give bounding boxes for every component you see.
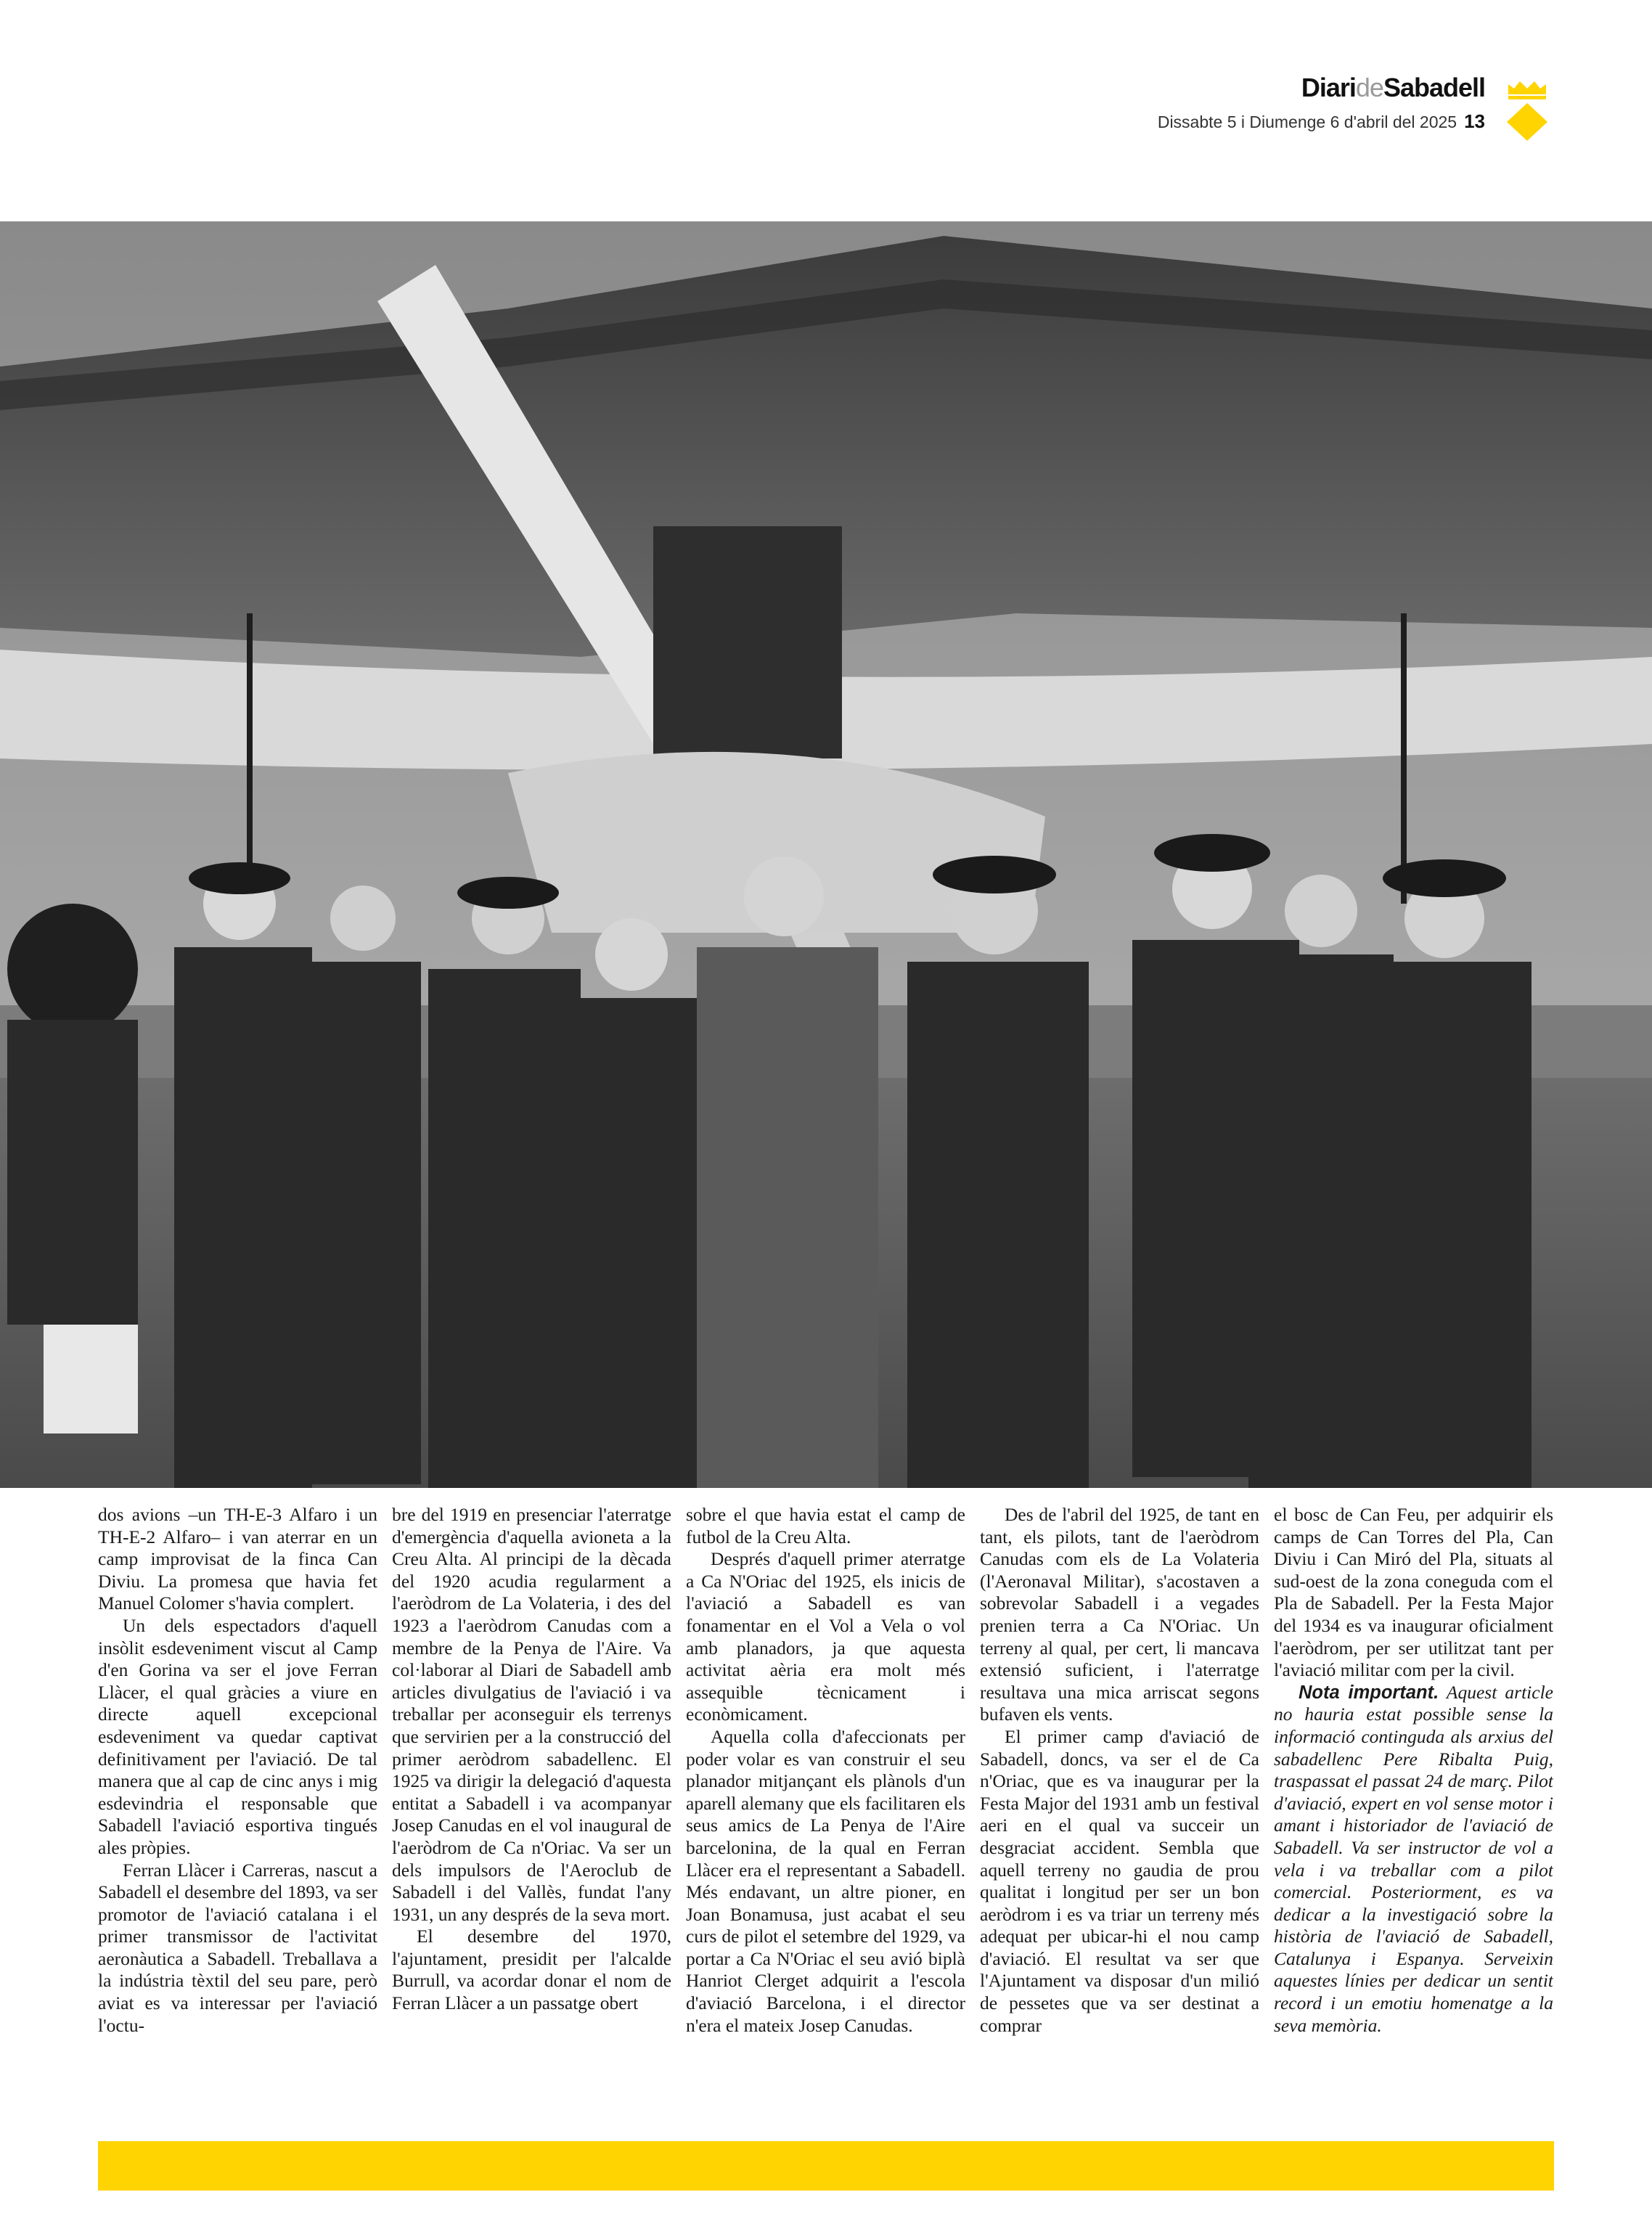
paragraph: el bosc de Can Feu, per adquirir els camps de Can Torres del Pla, Can Diviu i Can Miró del Pla, situats al sud-oest de la zona coneguda com el Pla de Sabadell. Per la Festa Major del 1934 es va inaugurar oficialment l'aeròdrom, per ser utilitzat tant per l'aviació militar com per la civil.: [1274, 1504, 1553, 1681]
issue-date: Dissabte 5 i Diumenge 6 d'abril del 2025: [1157, 113, 1457, 131]
text-column-3: [686, 1504, 965, 2134]
text-column-1: [98, 1504, 377, 2134]
paragraph: Un dels espectadors d'aquell insòlit esdeveniment viscut al Camp d'en Gorina va ser el jove Ferran Llàcer, el qual gràcies a viure en directe aquell excepcional esdeveniment va quedar captivat definitivament per l'aviació. De tal manera que al cap de cinc anys i mig esdevindria el responsable que Sabadell l'aviació esportiva tingués ales pròpies.: [98, 1614, 377, 1858]
acknowledgement-note: [1274, 1682, 1553, 2037]
dateline: [1158, 110, 1485, 133]
footer-accent-bar: [98, 2141, 1554, 2191]
paragraph: Després d'aquell primer aterratge a Ca N'Oriac del 1925, els inicis de l'aviació a Sabadell es van fonamentar en el Vol a Vela o vol amb planadors, ja que aquesta activitat aèria era molt més assequible tècnicament i econòmicament.: [686, 1548, 965, 1725]
page-header: [1042, 73, 1550, 138]
paragraph: Aquella colla d'afeccionats per poder volar es van construir el seu planador mitjançant els plànols d'un aparell alemany que els facilitaren els seus amics de La Penya de l'Aire barcelonina, de la qual en Ferran Llàcer era el representant a Sabadell. Més endavant, un altre pioner, en Joan Bonamusa, just acabat el seu curs de pilot el setembre del 1929, va portar a Ca N'Oriac el seu avió biplà Hanriot Clerget adquirit a l'escola d'aviació Barcelona, i el director n'era el mateix Josep Canudas.: [686, 1725, 965, 2036]
text-column-2: [392, 1504, 671, 2134]
masthead-logo: DiarideSabadell: [1301, 73, 1485, 102]
paragraph: sobre el que havia estat el camp de futbol de la Creu Alta.: [686, 1504, 965, 1547]
historic-biplane-photo: [0, 221, 1652, 1488]
paragraph: Des de l'abril del 1925, de tant en tant, els pilots, tant de l'aeròdrom Canudas com els de La Volateria (l'Aeronaval Militar), s'acostaven a sobrevolar Sabadell i a vegades prenien terra a Ca N'Oriac. Un terreny al qual, per cert, li mancava extensió suficient, i l'aterratge resultava una mica arriscat segons bufaven els vents.: [980, 1504, 1259, 1725]
note-text: Aquest article no hauria estat possible sense la informació continguda als arxius del sabadellenc Pere Ribalta Puig, traspassat el passat 24 de març. Pilot d'aviació, expert en vol sense motor i amant i historiador de l'aviació de Sabadell. Va ser instructor de vol a vela i va treballar com a pilot comercial. Posteriorment, es va dedicar a la investigació sobre la història de l'aviació de Sabadell, Catalunya i Espanya. Serveixin aquestes línies per dedicar un sentit record i un emotiu homenatge a la seva memòria.: [1274, 1681, 1553, 2036]
sabadell-crown-emblem-icon: [1504, 78, 1550, 144]
text-column-4: [980, 1504, 1259, 2134]
paragraph: El primer camp d'aviació de Sabadell, doncs, va ser el de Ca n'Oriac, que es va inaugurar per la Festa Major del 1931 amb un festival aeri en el qual va succeir un desgraciat accident. Sembla que aquell terreny no gaudia de prou qualitat i longitud per ser un bon aeròdrom i es va triar un terreny més adequat per ubicar-hi el nou camp d'aviació. El resultat va ser que l'Ajuntament va disposar d'un milió de pessetes que va ser destinat a comprar: [980, 1725, 1259, 2036]
paragraph: Ferran Llàcer i Carreras, nascut a Sabadell el desembre del 1893, va ser promotor de l'aviació catalana i el primer transmissor de l'activitat aeronàutica a Sabadell. Treballava a la indústria tèxtil del seu pare, però aviat es va interessar per l'aviació l'octu-: [98, 1859, 377, 2036]
paragraph: dos avions –un TH-E-3 Alfaro i un TH-E-2 Alfaro– i van aterrar en un camp improvisat de la finca Can Diviu. La promesa que havia fet Manuel Colomer s'havia complert.: [98, 1504, 377, 1614]
paragraph: El desembre del 1970, l'ajuntament, presidit per l'alcalde Burrull, va acordar donar el nom de Ferran Llàcer a un passatge obert: [392, 1926, 671, 2014]
text-column-5: [1274, 1504, 1553, 2134]
note-lead: Nota important.: [1299, 1682, 1439, 1703]
paragraph: bre del 1919 en presenciar l'aterratge d'emergència d'aquella avioneta a la Creu Alta. Al principi de la dècada del 1920 acudia regularment a l'aeròdrom de La Volateria, i des del 1923 a l'aeròdrom Canudas com a membre de la Penya de l'Aire. Va col·laborar al Diari de Sabadell amb articles divulgatius de l'aviació i va treballar per aconseguir els terrenys que servirien per a la construcció del primer aeròdrom sabadellenc. El 1925 va dirigir la delegació d'aquesta entitat a Sabadell i va acompanyar Josep Canudas en el vol inaugural de l'aeròdrom de Ca n'Oriac. Va ser un dels impulsors de l'Aeroclub de Sabadell i del Vallès, fundat l'any 1931, un any després de la seva mort.: [392, 1504, 671, 1925]
article-body: [98, 1504, 1554, 2134]
biplane-group-photo-image: [0, 221, 1652, 1488]
page-number: 13: [1464, 110, 1485, 132]
